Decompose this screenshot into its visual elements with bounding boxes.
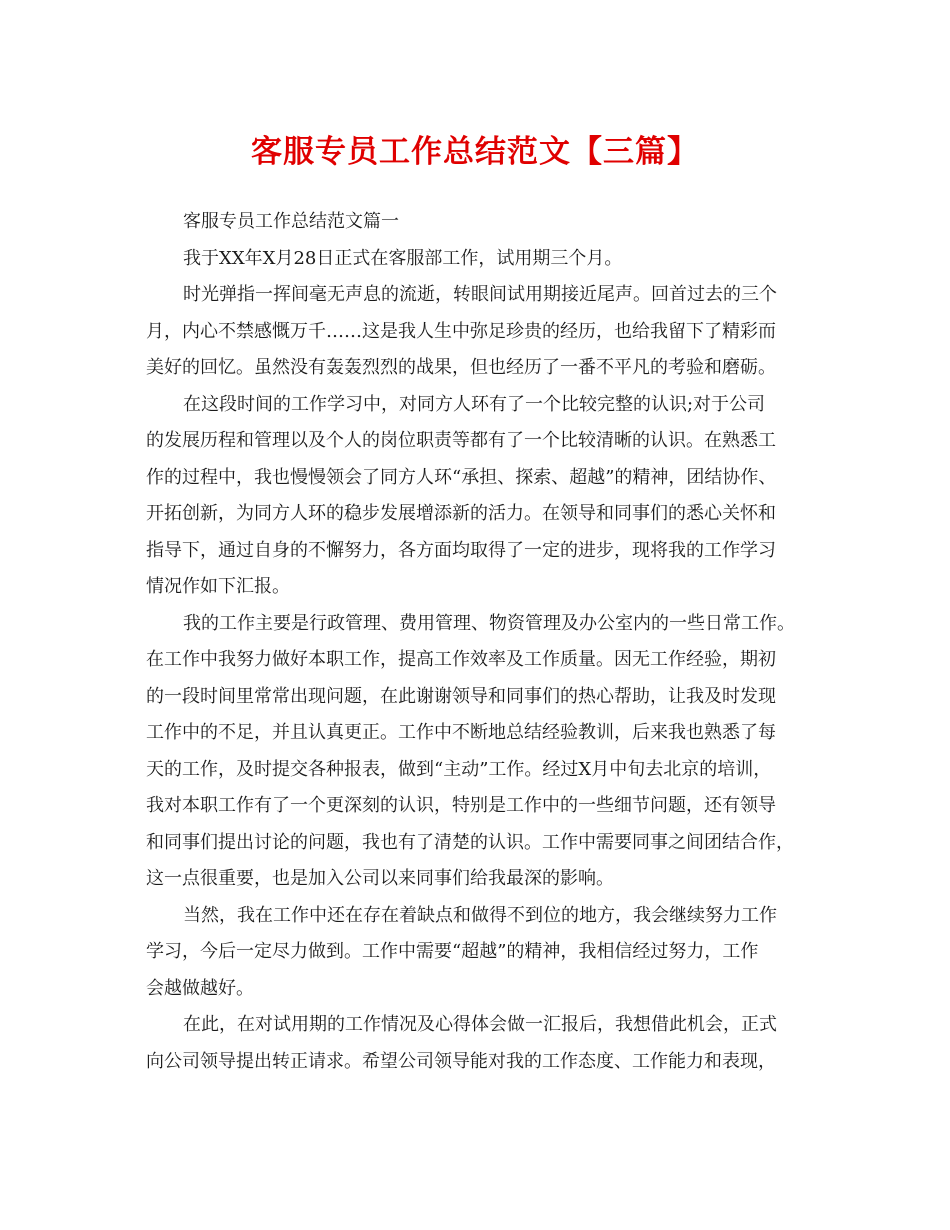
paragraph-line: 的发展历程和管理以及个人的岗位职责等都有了一个比较清晰的认识。在熟悉工 [146, 430, 776, 451]
paragraph-line: 月，内心不禁感慨万千……这是我人生中弥足珍贵的经历，也给我留下了精彩而 [146, 320, 776, 342]
paragraph-line: 会越做越好。 [146, 977, 254, 999]
paragraph-first-line: 在这段时间的工作学习中，对同方人环有了一个比较完整的认识;对于公司 [183, 393, 766, 415]
paragraph-first-line: 客服专员工作总结范文篇一 [183, 211, 399, 232]
paragraph-first-line: 时光弹指一挥间毫无声息的流逝，转眼间试用期接近尾声。回首过去的三个 [183, 284, 777, 305]
document-body [146, 204, 806, 1080]
paragraph-line: 向公司领导提出转正请求。希望公司领导能对我的工作态度、工作能力和表现， [146, 1050, 776, 1072]
paragraph-first-line: 我的工作主要是行政管理、费用管理、物资管理及办公室内的一些日常工作。 [183, 612, 795, 634]
paragraph-line: 这一点很重要，也是加入公司以来同事们给我最深的影响。 [146, 868, 614, 889]
paragraph-line: 作的过程中，我也慢慢领会了同方人环“承担、探索、超越”的精神，团结协作、 [146, 466, 777, 488]
document-title: 客服专员工作总结范文【三篇】 [251, 134, 699, 170]
paragraph-line: 我对本职工作有了一个更深刻的认识，特别是工作中的一些细节问题，还有领导 [146, 795, 776, 816]
paragraph-first-line: 我于XX年X月28日正式在客服部工作，试用期三个月。 [183, 247, 623, 269]
paragraph-first-line: 在此，在对试用期的工作情况及心得体会做一汇报后，我想借此机会，正式 [183, 1014, 777, 1035]
paragraph-line: 开拓创新，为同方人环的稳步发展增添新的活力。在领导和同事们的悉心关怀和 [146, 503, 776, 524]
paragraph-first-line: 当然，我在工作中还在存在着缺点和做得不到位的地方，我会继续努力工作 [183, 904, 777, 926]
paragraph-line: 天的工作，及时提交各种报表，做到“主动”工作。经过X月中旬去北京的培训， [146, 758, 772, 780]
paragraph-line: 在工作中我努力做好本职工作，提高工作效率及工作质量。因无工作经验，期初 [146, 649, 776, 670]
paragraph-line: 指导下，通过自身的不懈努力，各方面均取得了一定的进步，现将我的工作学习 [146, 539, 776, 561]
paragraph-line: 的一段时间里常常出现问题，在此谢谢领导和同事们的热心帮助，让我及时发现 [146, 685, 776, 707]
paragraph-line: 学习，今后一定尽力做到。工作中需要“超越”的精神，我相信经过努力，工作 [146, 941, 759, 962]
paragraph-line: 和同事们提出讨论的问题，我也有了清楚的认识。工作中需要同事之间团结合作， [146, 831, 794, 853]
paragraph-line: 情况作如下汇报。 [146, 576, 290, 597]
paragraph-line: 工作中的不足，并且认真更正。工作中不断地总结经验教训，后来我也熟悉了每 [146, 722, 776, 743]
paragraph-line: 美好的回忆。虽然没有轰轰烈烈的战果，但也经历了一番不平凡的考验和磨砺。 [146, 357, 776, 378]
